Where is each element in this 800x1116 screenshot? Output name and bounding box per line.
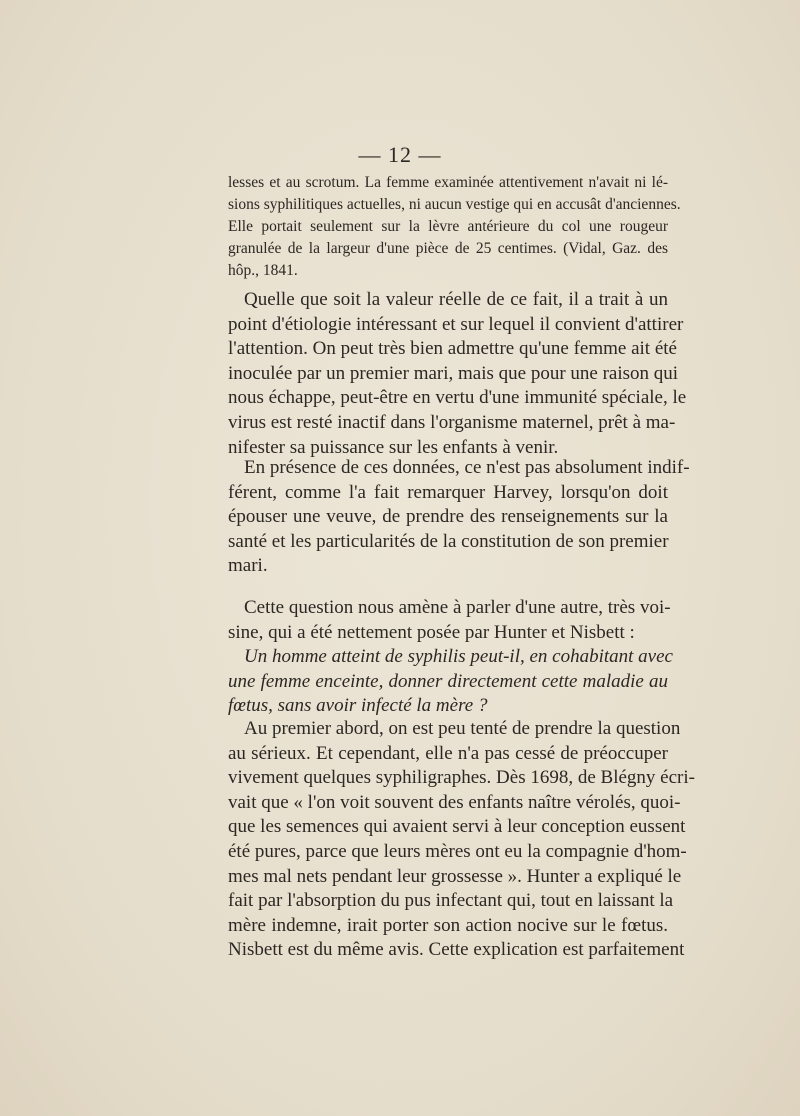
paragraph-4	[228, 717, 695, 963]
text-line: nifester sa puissance sur les enfants à venir.	[228, 436, 559, 458]
text-line: mes mal nets pendant leur grossesse ». Hunter a expliqué le	[228, 865, 682, 887]
footnote-line: lesses et au scrotum. La femme examinée attentivement n'avait ni lé-	[228, 174, 668, 191]
page-number: — 12 —	[358, 142, 442, 167]
footnote-line: granulée de la largeur d'une pièce de 25 centimes. (Vidal, Gaz. des	[228, 240, 668, 257]
footnote-line: Elle portait seulement sur la lèvre antérieure du col une rougeur	[228, 218, 668, 235]
text-line: l'attention. On peut très bien admettre qu'une femme ait été	[228, 338, 677, 360]
text-line: santé et les particularités de la constitution de son premier	[228, 530, 669, 552]
text-line: En présence de ces données, ce n'est pas absolument indif-	[244, 457, 690, 478]
footnote-line: hôp., 1841.	[228, 262, 298, 279]
text-line: au sérieux. Et cependant, elle n'a pas cessé de préoccuper	[228, 742, 668, 764]
text-line: mari.	[228, 555, 268, 577]
text-line: été pures, parce que leurs mères ont eu la compagnie d'hom-	[228, 840, 687, 862]
text-line: sine, qui a été nettement posée par Hunter et Nisbett :	[228, 621, 635, 643]
paragraph-2	[228, 456, 690, 579]
question-line: Un homme atteint de syphilis peut-il, en cohabitant avec	[244, 646, 673, 668]
paragraph-1	[228, 288, 687, 460]
text-line: vait que « l'on voit souvent des enfants naître vérolés, quoi-	[228, 791, 681, 813]
question-line: fœtus, sans avoir infecté la mère ?	[228, 695, 488, 717]
text-line: que les semences qui avaient servi à leur conception eussent	[228, 816, 686, 838]
text-line: nous échappe, peut-être en vertu d'une immunité spéciale, le	[228, 387, 687, 409]
text-line: virus est resté inactif dans l'organisme maternel, prêt à ma-	[228, 411, 676, 433]
text-line: inoculée par un premier mari, mais que pour une raison qui	[228, 362, 679, 384]
text-line: Au premier abord, on est peu tenté de prendre la question	[244, 718, 681, 739]
footnote-line: sions syphilitiques actuelles, ni aucun vestige qui en accusât d'anciennes.	[228, 196, 681, 213]
text-line: vivement quelques syphiligraphes. Dès 1698, de Blégny écri-	[228, 767, 695, 789]
paragraph-3	[228, 596, 673, 719]
text-line: Cette question nous amène à parler d'une autre, très voi-	[244, 597, 671, 618]
text-line: mère indemne, irait porter son action nocive sur le fœtus.	[228, 914, 668, 936]
text-line: fait par l'absorption du pus infectant qui, tout en laissant la	[228, 890, 674, 912]
text-line: férent, comme l'a fait remarquer Harvey, lorsqu'on doit	[228, 481, 668, 503]
text-line: Nisbett est du même avis. Cette explication est parfaitement	[228, 939, 685, 961]
footnote	[228, 172, 681, 282]
text-line: Quelle que soit la valeur réelle de ce fait, il a trait à un	[244, 289, 668, 310]
question-line: une femme enceinte, donner directement cette maladie au	[228, 670, 668, 692]
text-line: point d'étiologie intéressant et sur lequel il convient d'attirer	[228, 313, 684, 335]
text-line: épouser une veuve, de prendre des renseignements sur la	[228, 506, 668, 528]
